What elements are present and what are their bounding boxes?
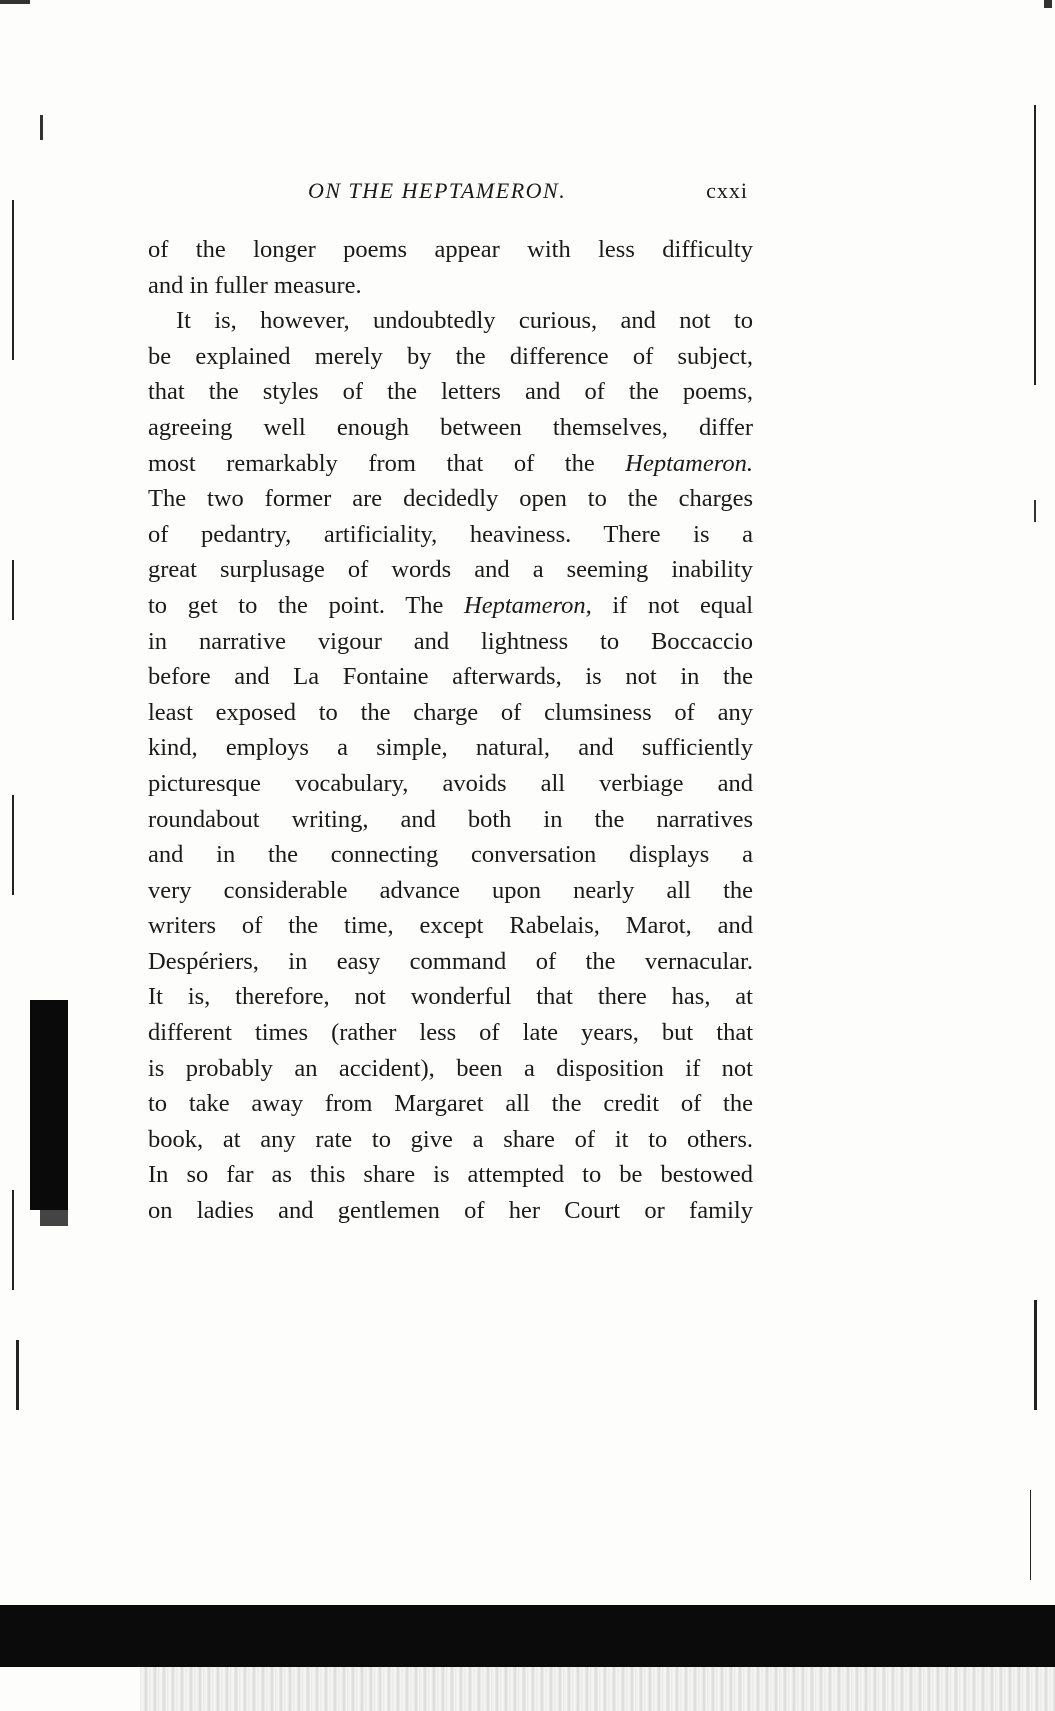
text-line: be explained merely by the difference of subject, <box>148 342 753 370</box>
paragraph-continued <box>148 232 753 303</box>
text-line: different times (rather less of late years, but that <box>148 1019 753 1047</box>
scan-edge-line <box>1030 1490 1031 1580</box>
running-title: ON THE HEPTAMERON. <box>308 178 567 203</box>
text-line: that the styles of the letters and of the poems, <box>148 378 753 406</box>
text-line: Despériers, in easy command of the vernacular. <box>148 947 753 975</box>
scan-edge-line <box>12 560 14 620</box>
text-line: kind, employs a simple, natural, and sufficiently <box>148 734 753 762</box>
scan-edge-shadow <box>40 1210 68 1226</box>
text-run: most remarkably from that of the <box>148 449 626 477</box>
text-line: very considerable advance upon nearly all the <box>148 876 753 904</box>
text-line: great surplusage of words and a seeming inability <box>148 556 753 584</box>
scan-speck <box>1044 0 1052 8</box>
text-line: writers of the time, except Rabelais, Marot, and <box>148 912 753 940</box>
paragraph <box>148 303 753 1228</box>
scan-speck <box>1034 500 1036 522</box>
scan-speck <box>40 115 43 140</box>
text-line: of the longer poems appear with less difficulty <box>148 236 753 263</box>
text-line: in narrative vigour and lightness to Boccaccio <box>148 627 753 655</box>
text-line: and in fuller measure. <box>148 271 362 299</box>
scan-edge-line <box>16 1340 19 1410</box>
body-text <box>148 232 753 1229</box>
scan-speck <box>0 0 30 4</box>
scan-edge-line <box>12 1190 14 1290</box>
text-line: is probably an accident), been a disposition if not <box>148 1054 753 1082</box>
running-head <box>148 178 748 212</box>
scan-bottom-noise <box>140 1667 1055 1711</box>
text-line: and in the connecting conversation displays a <box>148 841 753 869</box>
text-line: In so far as this share is attempted to be bestowed <box>148 1161 753 1189</box>
text-line <box>148 446 753 482</box>
scan-edge-line <box>1034 1300 1037 1410</box>
italic-title: Heptameron, <box>464 591 592 619</box>
text-line: of pedantry, artificiality, heaviness. There is a <box>148 520 753 548</box>
scan-edge-line <box>1034 105 1036 385</box>
text-line: It is, however, undoubtedly curious, and not to <box>176 307 753 335</box>
text-run: if not equal <box>591 591 753 619</box>
scan-edge-shadow <box>30 1000 68 1210</box>
text-line: The two former are decidedly open to the charges <box>148 485 753 513</box>
text-run: to get to the point. The <box>148 591 465 619</box>
text-line: book, at any rate to give a share of it to others. <box>148 1125 753 1153</box>
italic-title: Heptameron. <box>625 449 753 477</box>
text-line: agreeing well enough between themselves, differ <box>148 413 753 441</box>
text-line <box>148 588 753 624</box>
text-line: on ladies and gentlemen of her Court or family <box>148 1197 753 1225</box>
text-line: to take away from Margaret all the credit of the <box>148 1090 753 1118</box>
text-line: roundabout writing, and both in the narratives <box>148 805 753 833</box>
text-line: picturesque vocabulary, avoids all verbiage and <box>148 769 753 797</box>
scan-edge-line <box>12 200 14 360</box>
scan-edge-line <box>12 795 14 895</box>
text-line: before and La Fontaine afterwards, is not in the <box>148 663 753 691</box>
scan-bottom-shadow <box>0 1605 1055 1667</box>
text-line: It is, therefore, not wonderful that there has, at <box>148 983 753 1011</box>
text-line: least exposed to the charge of clumsiness of any <box>148 698 753 726</box>
page-number: cxxi <box>706 178 748 203</box>
